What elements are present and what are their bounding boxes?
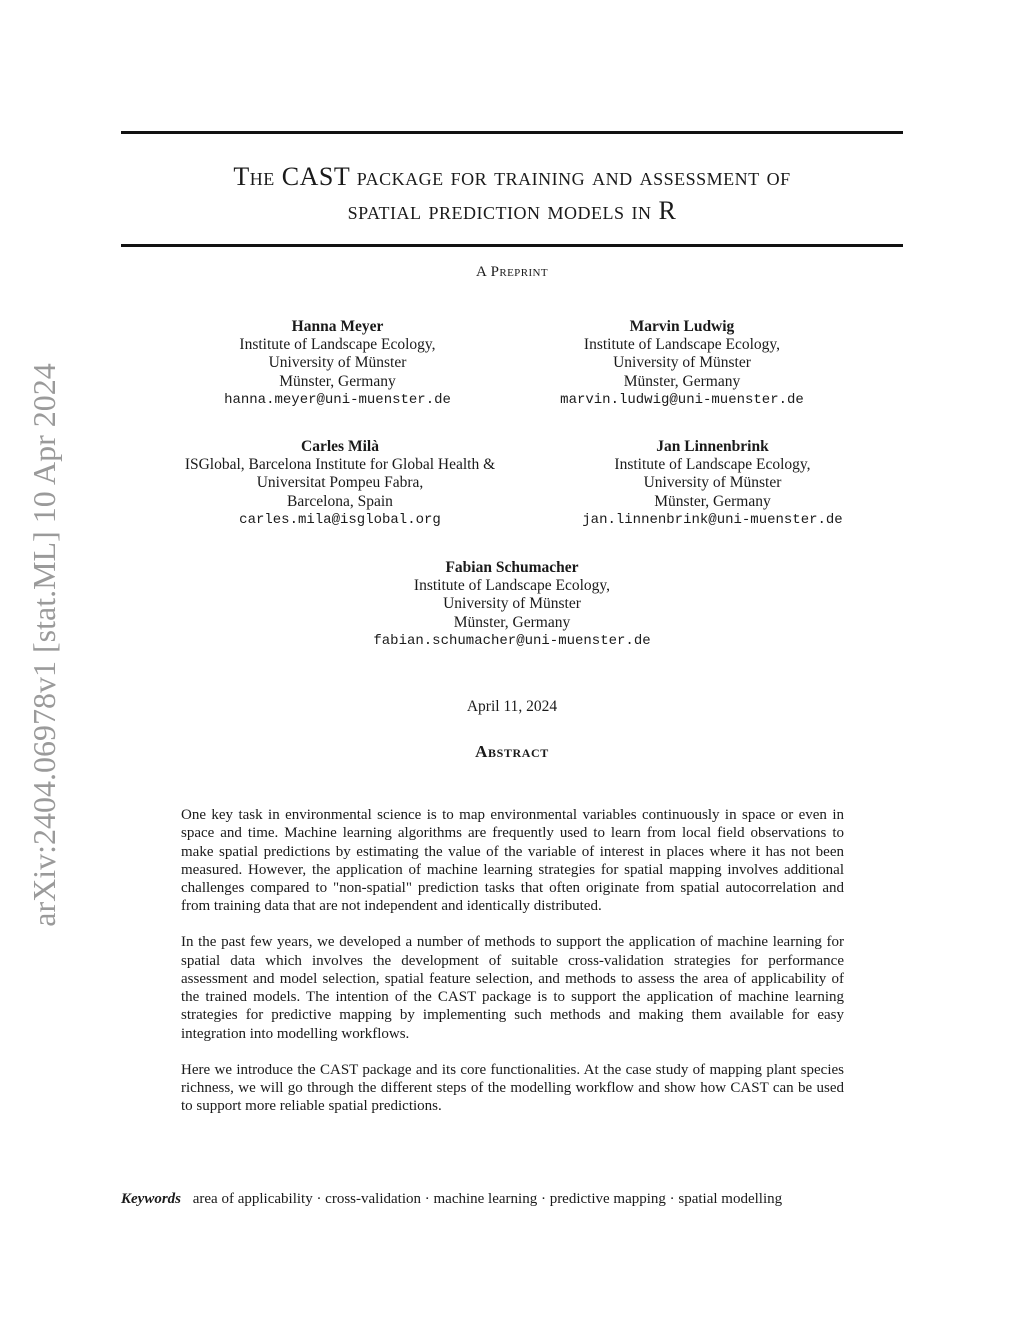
- keywords-label: Keywords: [121, 1191, 181, 1207]
- author-affiliation-line: Münster, Germany: [623, 372, 741, 390]
- title-top-rule: [121, 131, 903, 134]
- author-block: [312, 559, 712, 650]
- author-affiliation-line: University of Münster: [443, 595, 581, 613]
- author-affiliation-line: Institute of Landscape Ecology,: [413, 577, 611, 595]
- author-affiliation-line: Institute of Landscape Ecology,: [614, 456, 811, 474]
- author-affiliation-line: ISGlobal, Barcelona Institute for Global Health &: [184, 456, 496, 474]
- author-email[interactable]: jan.linnenbrink@uni-muenster.de: [582, 511, 843, 528]
- author-name: Marvin Ludwig: [629, 318, 735, 335]
- author-affiliation-line: Münster, Germany: [453, 613, 571, 631]
- keywords-text: area of applicability · cross-validation · machine learning · predictive mapping · spatial modelling: [192, 1191, 783, 1207]
- author-affiliation-line: University of Münster: [643, 474, 782, 492]
- author-block: [170, 438, 510, 529]
- author-email[interactable]: marvin.ludwig@uni-muenster.de: [560, 391, 804, 408]
- author-block: [540, 438, 885, 529]
- author-affiliation-line: Münster, Germany: [279, 372, 396, 390]
- abstract-paragraph: Here we introduce the CAST package and its core functionalities. At the case study of mapping plant species richness, we will go through the different steps of the modelling workflow and show how CAST can be used to support more reliable spatial predictions.: [181, 1061, 844, 1115]
- author-affiliation-line: Münster, Germany: [654, 492, 771, 510]
- preprint-label: A Preprint: [476, 264, 548, 280]
- author-block: [170, 318, 505, 409]
- title-bottom-rule: [121, 244, 903, 247]
- author-email[interactable]: hanna.meyer@uni-muenster.de: [224, 391, 451, 408]
- author-name: Carles Milà: [301, 438, 379, 455]
- paper-title: [121, 160, 903, 228]
- author-name: Fabian Schumacher: [445, 559, 579, 576]
- author-affiliation-line: Universitat Pompeu Fabra,: [256, 474, 424, 492]
- title-line-2: spatial prediction models in R: [347, 196, 677, 225]
- abstract-paragraph: In the past few years, we developed a number of methods to support the application of machine learning for spatial data which involves the development of suitable cross-validation strategies for performance assessment and model selection, spatial feature selection, and methods to assess the area of applicability of the trained models. The intention of the CAST package is to support the application of machine learning strategies for predictive mapping by implementing such methods and making them available for easy integration into modelling workflows.: [181, 934, 844, 1042]
- title-line-1: The CAST package for training and assessment of: [233, 162, 791, 191]
- author-affiliation-line: Barcelona, Spain: [287, 492, 393, 510]
- author-name: Jan Linnenbrink: [656, 438, 769, 455]
- abstract-body: [181, 806, 844, 1133]
- keywords-line: [121, 1190, 903, 1208]
- publication-date: April 11, 2024: [466, 698, 558, 715]
- author-name: Hanna Meyer: [291, 318, 384, 335]
- abstract-heading: Abstract: [475, 742, 549, 761]
- author-email[interactable]: carles.mila@isglobal.org: [239, 511, 441, 528]
- abstract-paragraph: One key task in environmental science is to map environmental variables continuously in space or even in space and time. Machine learning algorithms are frequently used to learn from local field observations to make spatial predictions by estimating the value of the variable of interest in places where it has not been measured. However, the application of machine learning strategies for spatial mapping involves additional challenges compared to "non-spatial" prediction tasks that often originate from spatial autocorrelation and from training data that are not independent and identically distributed.: [181, 807, 844, 915]
- author-affiliation-line: Institute of Landscape Ecology,: [583, 336, 781, 354]
- author-affiliation-line: University of Münster: [268, 354, 407, 372]
- author-block: [512, 318, 852, 409]
- author-affiliation-line: University of Münster: [613, 354, 751, 372]
- author-affiliation-line: Institute of Landscape Ecology,: [239, 336, 436, 354]
- author-email[interactable]: fabian.schumacher@uni-muenster.de: [373, 632, 651, 649]
- arxiv-sidebar-stamp: arXiv:2404.06978v1 [stat.ML] 10 Apr 2024: [26, 363, 62, 927]
